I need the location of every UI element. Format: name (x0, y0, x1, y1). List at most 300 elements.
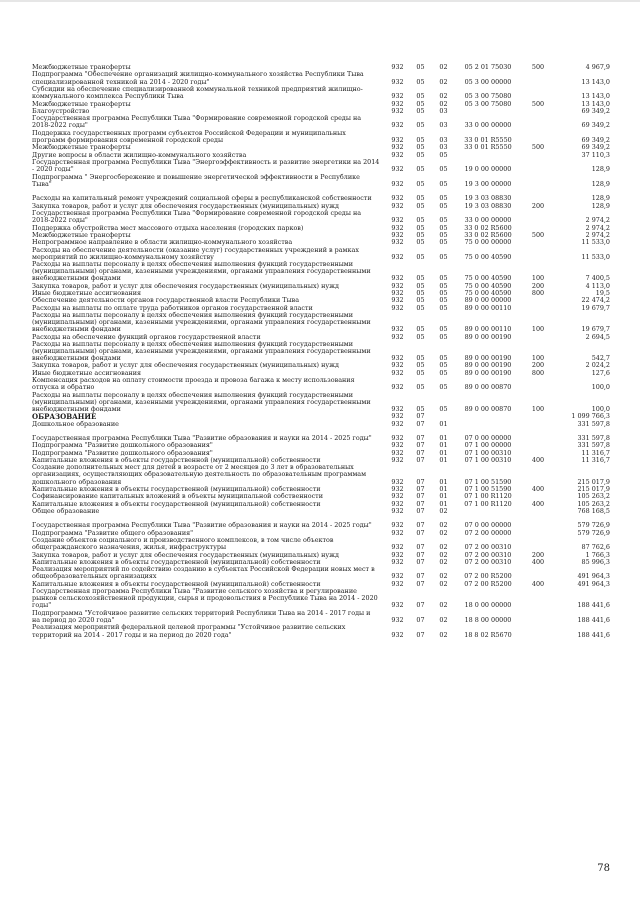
expense-type-code: 500 (531, 99, 545, 108)
table-row (32, 173, 610, 188)
section-code: 07 (416, 484, 425, 493)
amount: 13 143,0 (581, 99, 610, 108)
section-code: 05 (416, 332, 425, 341)
target-article-code: 05 3 00 00000 (464, 77, 512, 86)
amount: 491 964,3 (577, 572, 610, 581)
subsection-code: 02 (439, 543, 448, 552)
amount: 2 694,5 (585, 332, 610, 341)
row-name: Капитальные вложения в объекты государственной (муниципальной) собственности (32, 456, 321, 464)
target-article-code: 07 2 00 00310 (464, 543, 512, 552)
department-code: 932 (391, 274, 404, 283)
target-article-code: 05 3 00 75080 (464, 99, 512, 108)
target-article-code: 89 0 00 00870 (464, 383, 512, 392)
department-code: 932 (391, 477, 404, 486)
subsection-code: 05 (439, 150, 448, 159)
row-name: Расходы на обеспечение деятельности (оказание услуг) государственных учреждений в рамках мероприятий по жилищно-коммунальному хозяйству (32, 245, 359, 261)
amount: 37 110,3 (581, 150, 610, 159)
amount: 331 597,8 (577, 441, 610, 450)
row-name: Государственная программа Республики Тыва "Формирование современной городской среды на 2018-2022 годы" (32, 114, 362, 130)
section-code: 07 (416, 506, 425, 515)
section-code: 07 (416, 419, 425, 428)
table-row (32, 420, 610, 427)
section-code: 05 (416, 99, 425, 108)
subsection-code: 05 (439, 368, 448, 377)
subsection-code: 01 (439, 456, 448, 464)
subsection-code: 02 (439, 77, 448, 86)
department-code: 932 (391, 143, 404, 152)
section-code: 05 (416, 230, 425, 239)
expense-type-code: 800 (531, 289, 545, 298)
subsection-code: 03 (439, 121, 448, 130)
amount: 69 349,2 (581, 106, 610, 115)
target-article-code: 18 8 00 00000 (464, 615, 512, 624)
target-article-code: 07 1 00 00310 (464, 448, 512, 457)
department-code: 932 (391, 492, 404, 501)
amount: 579 726,9 (577, 528, 610, 537)
subsection-code: 02 (439, 521, 448, 530)
section-code: 07 (416, 572, 425, 581)
row-name: Закупка товаров, работ и услуг для обеспечения государственных (муниципальных) нужд (32, 550, 339, 559)
amount: 11 533,0 (581, 238, 610, 247)
row-name: Создание объектов социального и производственного комплексов, в том числе объектов общегражданского назначения, жилья, инфраструктуры (32, 536, 334, 552)
target-article-code: 07 2 00 R5200 (464, 579, 512, 588)
section-code: 07 (416, 579, 425, 588)
subsection-code: 02 (439, 550, 448, 559)
table-row (32, 159, 610, 174)
table-row (32, 566, 610, 581)
section-code: 07 (416, 448, 425, 457)
department-code: 932 (391, 361, 404, 370)
section-code: 05 (416, 361, 425, 370)
row-name: Общее образование (32, 506, 100, 515)
row-name: Государственная программа Республики Тыва "Развитие сельского хозяйства и регулирование рынков сельскохозяйственной продукции, сырья и продовольствия в Республике Тыва на 2014 - 2020 годы" (32, 586, 378, 610)
amount: 215 017,9 (577, 484, 610, 493)
subsection-code: 03 (439, 136, 448, 145)
section-code: 07 (416, 456, 425, 464)
target-article-code: 75 0 00 40590 (464, 281, 512, 290)
expense-type-code: 200 (531, 281, 545, 290)
amount: 128,9 (591, 201, 610, 210)
amount: 85 996,3 (581, 557, 610, 566)
department-code: 932 (391, 579, 404, 588)
subsection-code: 02 (439, 557, 448, 566)
target-article-code: 89 0 00 00190 (464, 368, 512, 377)
section-code: 05 (416, 201, 425, 210)
row-name: Обеспечение деятельности органов государственной власти Республики Тыва (32, 296, 300, 305)
row-name: Расходы на выплаты персоналу в целях обеспечения выполнения функций государственными (муниципальными) органами, казенными учреждениями, органами управления государственными внебюджетными фондами (32, 260, 371, 283)
section-code: 07 (416, 434, 425, 443)
scan-edge (0, 0, 640, 2)
subsection-code: 05 (439, 332, 448, 341)
department-code: 932 (391, 441, 404, 450)
section-code: 07 (416, 601, 425, 610)
department-code: 932 (391, 216, 404, 225)
subsection-code: 05 (439, 165, 448, 174)
row-name: Софинансирование капитальных вложений в объекты муниципальной собственности (32, 492, 323, 501)
row-name: Закупка товаров, работ и услуг для обеспечения государственных (муниципальных) нужд (32, 281, 339, 290)
table-row (32, 537, 610, 552)
row-name: Капитальные вложения в объекты государственной (муниципальной) собственности (32, 557, 321, 566)
department-code: 932 (391, 434, 404, 443)
department-code: 932 (391, 121, 404, 130)
subsection-code: 03 (439, 143, 448, 152)
amount: 4 967,9 (585, 63, 610, 72)
section-code: 05 (416, 238, 425, 247)
table-row (32, 377, 610, 392)
section-code: 05 (416, 325, 425, 334)
target-article-code: 05 2 01 75030 (464, 63, 512, 72)
amount: 19 679,7 (581, 325, 610, 334)
department-code: 932 (391, 179, 404, 188)
amount: 2 974,2 (585, 230, 610, 239)
subsection-code: 05 (439, 274, 448, 283)
department-code: 932 (391, 484, 404, 493)
row-name: Государственная программа Республики Тыва "Формирование современной городской среды на 2018-2022 годы" (32, 209, 362, 225)
target-article-code: 07 1 00 R1120 (464, 492, 512, 501)
target-article-code: 07 2 00 00310 (464, 550, 512, 559)
row-name: Межбюджетные трансферты (32, 230, 131, 239)
table-row (32, 341, 610, 363)
department-code: 932 (391, 150, 404, 159)
amount: 331 597,8 (577, 419, 610, 428)
row-name: Межбюджетные трансферты (32, 63, 131, 72)
budget-table (32, 64, 610, 639)
expense-type-code: 200 (531, 361, 545, 370)
expense-type-code: 400 (531, 456, 545, 464)
amount: 542,7 (591, 354, 610, 363)
amount: 215 017,9 (577, 477, 610, 486)
table-row (32, 188, 610, 203)
subsection-code: 02 (439, 572, 448, 581)
target-article-code: 89 0 00 00110 (464, 303, 512, 312)
section-code: 05 (416, 106, 425, 115)
subsection-code: 01 (439, 419, 448, 428)
subsection-code: 05 (439, 238, 448, 247)
amount: 11 316,7 (581, 456, 610, 464)
table-row (32, 508, 610, 515)
row-name: Компенсация расходов на оплату стоимости проезда и провоза багажа к месту использования отпуска и обратно (32, 376, 355, 392)
department-code: 932 (391, 296, 404, 305)
row-name: Подпрограмма "Развитие общего образования" (32, 528, 194, 537)
target-article-code: 33 0 02 R5600 (464, 223, 512, 232)
row-name: Закупка товаров, работ и услуг для обеспечения государственных (муниципальных) нужд (32, 201, 339, 210)
expense-type-code: 800 (531, 368, 545, 377)
row-name: Другие вопросы в области жилищно-коммунального хозяйства (32, 150, 247, 159)
subsection-code: 05 (439, 230, 448, 239)
amount: 69 349,2 (581, 121, 610, 130)
section-code: 05 (416, 165, 425, 174)
target-article-code: 89 0 00 00000 (464, 296, 512, 305)
amount: 331 597,8 (577, 434, 610, 443)
subsection-code: 05 (439, 361, 448, 370)
amount: 105 263,2 (577, 492, 610, 501)
row-name: ОБРАЗОВАНИЕ (32, 412, 97, 422)
department-code: 932 (391, 557, 404, 566)
section-code: 07 (416, 492, 425, 501)
subsection-code: 01 (439, 477, 448, 486)
expense-type-code: 100 (531, 325, 545, 334)
row-name: Реализация мероприятий по содействию созданию в субъектах Российской Федерации новых мест в общеобразовательных организациях (32, 565, 375, 581)
section-code: 05 (416, 77, 425, 86)
amount: 105 263,2 (577, 499, 610, 508)
amount: 2 974,2 (585, 223, 610, 232)
subsection-code: 02 (439, 528, 448, 537)
department-code: 932 (391, 238, 404, 247)
table-row (32, 261, 610, 283)
target-article-code: 07 1 00 51590 (464, 477, 512, 486)
amount: 100,0 (591, 383, 610, 392)
department-code: 932 (391, 456, 404, 464)
subsection-code: 05 (439, 303, 448, 312)
section-code: 05 (416, 252, 425, 261)
subsection-code: 01 (439, 434, 448, 443)
row-name: Капитальные вложения в объекты государственной (муниципальной) собственности (32, 484, 321, 493)
row-name: Подпрограмма "Развитие дошкольного образования" (32, 448, 213, 457)
target-article-code: 33 0 01 R5550 (464, 143, 512, 152)
subsection-code: 05 (439, 383, 448, 392)
department-code: 932 (391, 550, 404, 559)
subsection-code: 02 (439, 63, 448, 72)
department-code: 932 (391, 499, 404, 508)
row-name: Благоустройство (32, 106, 90, 115)
amount: 87 762,6 (581, 543, 610, 552)
subsection-code: 01 (439, 448, 448, 457)
expense-type-code: 500 (531, 63, 545, 72)
department-code: 932 (391, 281, 404, 290)
target-article-code: 89 0 00 00110 (464, 325, 512, 334)
subsection-code: 01 (439, 441, 448, 450)
department-code: 932 (391, 419, 404, 428)
amount: 1 099 766,3 (571, 412, 610, 421)
section-code: 07 (416, 528, 425, 537)
table-row (32, 210, 610, 225)
amount: 579 726,9 (577, 521, 610, 530)
section-code: 07 (416, 615, 425, 624)
department-code: 932 (391, 506, 404, 515)
target-article-code: 33 0 00 00000 (464, 121, 512, 130)
table-row (32, 312, 610, 334)
target-article-code: 07 0 00 00000 (464, 521, 512, 530)
subsection-code: 02 (439, 99, 448, 108)
section-code: 05 (416, 289, 425, 298)
target-article-code: 89 0 00 00190 (464, 361, 512, 370)
row-name: Закупка товаров, работ и услуг для обеспечения государственных (муниципальных) нужд (32, 361, 339, 370)
subsection-code: 05 (439, 252, 448, 261)
department-code: 932 (391, 194, 404, 203)
row-name: Непрограммное направление в области жилищно-коммунального хозяйства (32, 238, 293, 247)
target-article-code: 07 1 00 00310 (464, 456, 512, 464)
section-code: 05 (416, 303, 425, 312)
row-name: Расходы на выплаты персоналу в целях обеспечения выполнения функций государственными (муниципальными) органами, казенными учреждениями, органами управления государственными внебюджетными фондами (32, 310, 371, 334)
amount: 13 143,0 (581, 77, 610, 86)
section-code: 07 (416, 550, 425, 559)
department-code: 932 (391, 303, 404, 312)
row-name: Межбюджетные трансферты (32, 99, 131, 108)
row-name: Поддержка обустройства мест массового отдыха населения (городских парков) (32, 223, 304, 232)
department-code: 932 (391, 615, 404, 624)
department-code: 932 (391, 412, 404, 421)
subsection-code: 02 (439, 506, 448, 515)
table-row (32, 115, 610, 130)
table-row (32, 71, 610, 86)
subsection-code: 01 (439, 484, 448, 493)
amount: 11 316,7 (581, 448, 610, 457)
department-code: 932 (391, 230, 404, 239)
target-article-code: 07 0 00 00000 (464, 434, 512, 443)
department-code: 932 (391, 354, 404, 363)
subsection-code: 02 (439, 92, 448, 101)
target-article-code: 89 0 00 00190 (464, 354, 512, 363)
subsection-code: 02 (439, 579, 448, 588)
target-article-code: 07 2 00 00000 (464, 528, 512, 537)
amount: 13 143,0 (581, 92, 610, 101)
target-article-code: 07 2 00 R5200 (464, 572, 512, 581)
expense-type-code: 400 (531, 499, 545, 508)
department-code: 932 (391, 448, 404, 457)
amount: 188 441,6 (577, 601, 610, 610)
amount: 19 679,7 (581, 303, 610, 312)
expense-type-code: 200 (531, 550, 545, 559)
department-code: 932 (391, 332, 404, 341)
row-name: Расходы на выплаты персоналу в целях обеспечения выполнения функций государственными (муниципальными) органами, казенными учреждениями, органами управления государственными внебюджетными фондами (32, 339, 371, 363)
section-code: 07 (416, 477, 425, 486)
section-code: 05 (416, 223, 425, 232)
row-name: Капитальные вложения в объекты государственной (муниципальной) собственности (32, 579, 321, 588)
amount: 2 974,2 (585, 216, 610, 225)
section-code: 07 (416, 441, 425, 450)
department-code: 932 (391, 289, 404, 298)
row-name: Иные бюджетные ассигнования (32, 368, 142, 377)
amount: 491 964,3 (577, 579, 610, 588)
department-code: 932 (391, 521, 404, 530)
section-code: 05 (416, 92, 425, 101)
section-code: 05 (416, 194, 425, 203)
section-code: 05 (416, 143, 425, 152)
subsection-code: 01 (439, 492, 448, 501)
row-name: Государственная программа Республики Тыва "Развитие образования и науки на 2014 - 2025 годы" (32, 434, 372, 443)
section-code: 07 (416, 557, 425, 566)
row-name: Государственная программа Республики Тыва "Развитие образования и науки на 2014 - 2025 годы" (32, 521, 372, 530)
target-article-code: 89 0 00 00870 (464, 404, 512, 413)
amount: 1 766,3 (585, 550, 610, 559)
table-row (32, 86, 610, 101)
department-code: 932 (391, 136, 404, 145)
section-code: 07 (416, 412, 425, 421)
subsection-code: 05 (439, 216, 448, 225)
row-name: Расходы на капитальный ремонт учреждений социальной сферы в республиканской собственности (32, 194, 372, 203)
department-code: 932 (391, 383, 404, 392)
table-row (32, 246, 610, 261)
subsection-code: 05 (439, 354, 448, 363)
row-name: Подпрограмма "Развитие дошкольного образования" (32, 441, 213, 450)
amount: 69 349,2 (581, 143, 610, 152)
target-article-code: 07 1 00 51590 (464, 484, 512, 493)
row-name: Реализация мероприятий федеральной целевой программы "Устойчивое развитие сельских территорий на 2014 - 2017 годы и на период до 2020 года" (32, 623, 346, 639)
target-article-code: 19 3 03 08830 (464, 194, 512, 203)
department-code: 932 (391, 404, 404, 413)
subsection-code: 03 (439, 106, 448, 115)
expense-type-code: 100 (531, 404, 545, 413)
amount: 22 474,2 (581, 296, 610, 305)
table-row (32, 610, 610, 625)
subsection-code: 02 (439, 630, 448, 639)
target-article-code: 33 0 01 R5550 (464, 136, 512, 145)
table-row (32, 392, 610, 414)
row-name: Иные бюджетные ассигнования (32, 289, 142, 298)
row-name: Подпрограмма "Обеспечение организаций жилищно-коммунального хозяйства Республики Тыва специализированной техникой на 2014 - 2020 годы" (32, 70, 364, 86)
amount: 128,9 (591, 194, 610, 203)
section-code: 05 (416, 296, 425, 305)
section-code: 05 (416, 383, 425, 392)
section-code: 05 (416, 150, 425, 159)
amount: 768 168,5 (577, 506, 610, 515)
target-article-code: 07 2 00 00310 (464, 557, 512, 566)
row-name: Расходы на выплаты персоналу в целях обеспечения выполнения функций государственными (муниципальными) органами, казенными учреждениями, органами управления государственными внебюджетными фондами (32, 390, 371, 413)
target-article-code: 18 0 00 00000 (464, 601, 512, 610)
subsection-code: 05 (439, 281, 448, 290)
table-row (32, 464, 610, 486)
amount: 11 533,0 (581, 252, 610, 261)
row-name: Поддержка государственных программ субъектов Российской Федерации и муниципальных программ формирования современной городской среды (32, 128, 346, 145)
target-article-code: 19 0 00 00000 (464, 165, 512, 174)
target-article-code: 33 0 02 R5600 (464, 230, 512, 239)
subsection-code: 05 (439, 194, 448, 203)
amount: 188 441,6 (577, 615, 610, 624)
section-code: 05 (416, 136, 425, 145)
subsection-code: 05 (439, 201, 448, 210)
expense-type-code: 100 (531, 274, 545, 283)
department-code: 932 (391, 543, 404, 552)
section-code: 07 (416, 630, 425, 639)
section-code: 05 (416, 63, 425, 72)
amount: 69 349,2 (581, 136, 610, 145)
subsection-code: 05 (439, 404, 448, 413)
department-code: 932 (391, 223, 404, 232)
department-code: 932 (391, 77, 404, 86)
section-code: 05 (416, 179, 425, 188)
department-code: 932 (391, 325, 404, 334)
expense-type-code: 400 (531, 557, 545, 566)
department-code: 932 (391, 601, 404, 610)
section-code: 05 (416, 216, 425, 225)
table-row (32, 100, 610, 107)
amount: 4 113,0 (585, 281, 610, 290)
target-article-code: 75 0 00 40590 (464, 252, 512, 261)
expense-type-code: 200 (531, 201, 545, 210)
row-name: Подпрограмма "Устойчивое развитие сельских территорий Республики Тыва на 2014 - 2017 годы и на период до 2020 года" (32, 608, 371, 624)
row-name: Субсидии на обеспечение специализированной коммунальной техникой предприятий жилищно-коммунального комплекса Республики Тыва (32, 85, 363, 101)
target-article-code: 07 1 00 00000 (464, 441, 512, 450)
department-code: 932 (391, 99, 404, 108)
target-article-code: 75 0 00 40590 (464, 274, 512, 283)
section-code: 07 (416, 521, 425, 530)
section-code: 05 (416, 368, 425, 377)
amount: 19,5 (595, 289, 610, 298)
expense-type-code: 400 (531, 579, 545, 588)
table-row (32, 428, 610, 443)
row-name: Дошкольное образование (32, 419, 119, 428)
department-code: 932 (391, 630, 404, 639)
amount: 2 024,2 (585, 361, 610, 370)
row-name: Расходы на выплаты по оплате труда работников органов государственной власти (32, 303, 313, 312)
amount: 7 400,5 (585, 274, 610, 283)
target-article-code: 05 3 00 75080 (464, 92, 512, 101)
subsection-code: 05 (439, 223, 448, 232)
table-row (32, 624, 610, 639)
table-row (32, 515, 610, 530)
section-code: 05 (416, 281, 425, 290)
amount: 128,9 (591, 165, 610, 174)
